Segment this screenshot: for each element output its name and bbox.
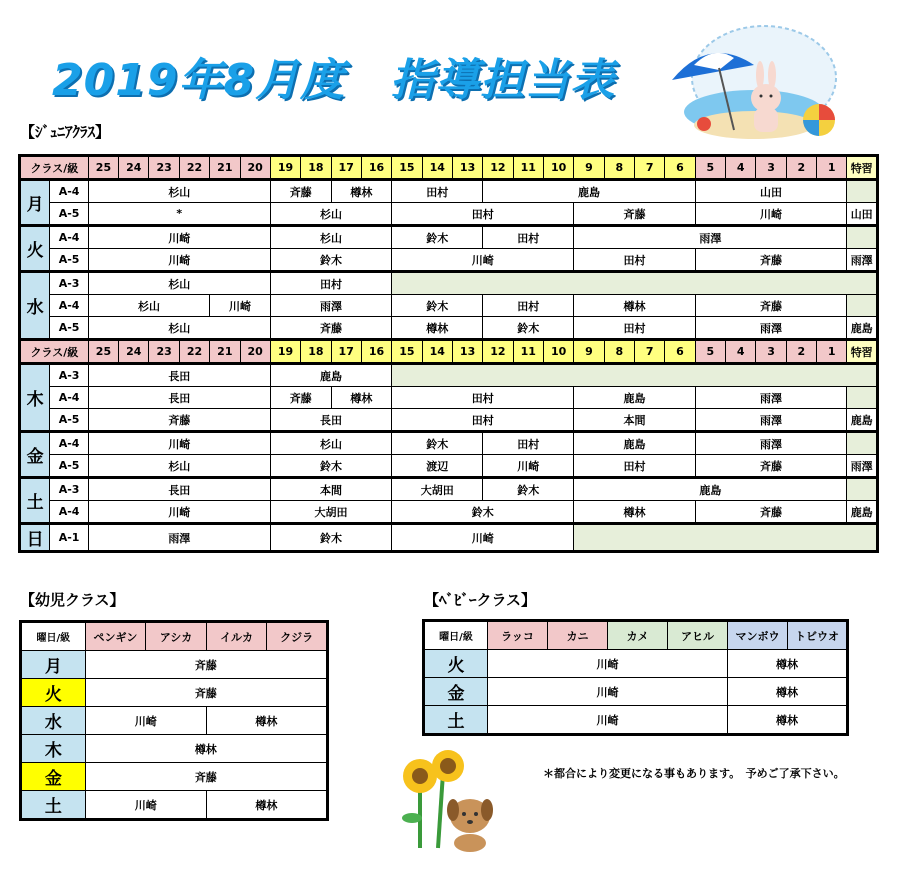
class-cell: A-4 [50, 432, 88, 455]
instructor-cell: 川崎 [695, 203, 847, 226]
level-header: 24 [119, 340, 149, 364]
level-header: 10 [543, 340, 573, 364]
instructor-cell: 樽林 [331, 387, 392, 409]
instructor-cell: 鈴木 [392, 295, 483, 317]
level-header: 4 [726, 156, 756, 180]
instructor-cell: 長田 [88, 387, 270, 409]
instructor-cell: 川崎 [488, 706, 728, 735]
instructor-cell: 長田 [270, 409, 391, 432]
level-header-row [20, 156, 878, 180]
baby-heading: 【ﾍﾞﾋﾞｰクラス】 [424, 591, 537, 609]
level-header: 11 [513, 340, 543, 364]
level-header: 7 [634, 156, 664, 180]
level-header: 8 [604, 340, 634, 364]
table-row [20, 317, 878, 340]
class-header: トビウオ [788, 621, 848, 650]
level-header: 4 [726, 340, 756, 364]
level-header: 6 [665, 156, 695, 180]
day-cell: 木 [20, 364, 50, 432]
instructor-cell: 川崎 [88, 226, 270, 249]
day-cell: 土 [21, 791, 86, 820]
class-cell: A-3 [50, 272, 88, 295]
level-header: 16 [361, 340, 391, 364]
instructor-cell: 大胡田 [270, 501, 391, 524]
level-header: 2 [786, 340, 816, 364]
instructor-cell: 田村 [483, 432, 574, 455]
table-row [21, 735, 328, 763]
instructor-cell: 川崎 [88, 249, 270, 272]
instructor-cell: 樽林 [574, 295, 695, 317]
instructor-cell: 田村 [574, 317, 695, 340]
instructor-cell: 杉山 [270, 203, 391, 226]
level-header: 1 [817, 156, 847, 180]
table-row [424, 650, 848, 678]
instructor-cell: 田村 [483, 226, 574, 249]
table-row [20, 501, 878, 524]
table-row [20, 478, 878, 501]
infant-header-row [21, 622, 328, 651]
level-header: 13 [452, 340, 482, 364]
instructor-cell: 雨澤 [695, 409, 847, 432]
day-cell: 火 [424, 650, 488, 678]
class-header: ペンギン [85, 622, 146, 651]
instructor-cell: 斉藤 [270, 387, 331, 409]
day-cell: 月 [20, 180, 50, 226]
empty-cell [392, 364, 878, 387]
class-header: カメ [608, 621, 668, 650]
instructor-cell: 雨澤 [847, 249, 878, 272]
level-header-row [20, 340, 878, 364]
class-cell: A-4 [50, 226, 88, 249]
instructor-cell: 杉山 [88, 317, 270, 340]
table-row [20, 432, 878, 455]
class-cell: A-5 [50, 455, 88, 478]
class-header: アシカ [146, 622, 207, 651]
instructor-cell: 雨澤 [270, 295, 391, 317]
level-header: 5 [695, 156, 725, 180]
instructor-cell: 田村 [483, 295, 574, 317]
empty-cell [847, 226, 878, 249]
class-cell: A-4 [50, 295, 88, 317]
header-corner: 曜日/級 [21, 622, 86, 651]
level-header: 11 [513, 156, 543, 180]
instructor-cell: 斉藤 [695, 295, 847, 317]
table-row [20, 387, 878, 409]
instructor-cell: 樽林 [728, 650, 848, 678]
instructor-cell: 鈴木 [392, 432, 483, 455]
instructor-cell: 川崎 [88, 432, 270, 455]
empty-cell [847, 478, 878, 501]
table-row [20, 409, 878, 432]
instructor-cell: 渡辺 [392, 455, 483, 478]
instructor-cell: 鈴木 [483, 317, 574, 340]
instructor-cell: 鹿島 [574, 432, 695, 455]
junior-schedule-table [18, 154, 879, 553]
junior-heading: 【ｼﾞｭﾆｱｸﾗｽ】 [20, 123, 111, 141]
level-header: 9 [574, 340, 604, 364]
empty-cell [847, 295, 878, 317]
level-header: 15 [392, 340, 422, 364]
level-header: 18 [301, 340, 331, 364]
level-header: 21 [210, 156, 240, 180]
day-cell: 木 [21, 735, 86, 763]
instructor-cell: 山田 [847, 203, 878, 226]
instructor-cell: 樽林 [728, 678, 848, 706]
class-header: ラッコ [488, 621, 548, 650]
table-row [21, 651, 328, 679]
instructor-cell: 樽林 [392, 317, 483, 340]
level-header: 10 [543, 156, 573, 180]
level-header: 3 [756, 340, 786, 364]
day-cell: 金 [424, 678, 488, 706]
level-header: 22 [179, 340, 209, 364]
instructor-cell: 川崎 [88, 501, 270, 524]
instructor-cell: 田村 [270, 272, 391, 295]
instructor-cell: 鈴木 [270, 249, 391, 272]
level-header: 19 [270, 156, 300, 180]
empty-cell [847, 432, 878, 455]
level-header: 13 [452, 156, 482, 180]
instructor-cell: 鈴木 [483, 478, 574, 501]
table-row [21, 791, 328, 820]
instructor-cell: 杉山 [88, 272, 270, 295]
table-row [20, 455, 878, 478]
table-row [20, 203, 878, 226]
infant-heading: 【幼児クラス】 [20, 591, 125, 609]
level-header: 12 [483, 340, 513, 364]
instructor-cell: 斉藤 [88, 409, 270, 432]
instructor-cell: 鈴木 [270, 524, 391, 552]
class-cell: A-5 [50, 249, 88, 272]
class-cell: A-1 [50, 524, 88, 552]
class-cell: A-5 [50, 409, 88, 432]
instructor-cell: 杉山 [88, 180, 270, 203]
empty-cell [847, 180, 878, 203]
instructor-cell: 川崎 [483, 455, 574, 478]
instructor-cell: 樽林 [206, 791, 327, 820]
instructor-cell: 雨澤 [574, 226, 847, 249]
instructor-cell: 樽林 [85, 735, 327, 763]
instructor-cell: 斉藤 [574, 203, 695, 226]
schedule-note: ＊都合により変更になる事もあります。 予めご了承下さい。 [543, 767, 845, 780]
class-cell: A-3 [50, 478, 88, 501]
instructor-cell: 鹿島 [574, 387, 695, 409]
class-cell: A-3 [50, 364, 88, 387]
level-header: 24 [119, 156, 149, 180]
instructor-cell: 川崎 [85, 707, 206, 735]
level-header: 5 [695, 340, 725, 364]
day-cell: 金 [20, 432, 50, 478]
table-row [20, 180, 878, 203]
instructor-cell: 大胡田 [392, 478, 483, 501]
class-header: アヒル [668, 621, 728, 650]
instructor-cell: 川崎 [488, 678, 728, 706]
instructor-cell: 斉藤 [85, 651, 327, 679]
baby-schedule-table [422, 619, 849, 736]
day-cell: 水 [21, 707, 86, 735]
instructor-cell: 川崎 [392, 524, 574, 552]
instructor-cell: 樽林 [206, 707, 327, 735]
instructor-cell: 川崎 [210, 295, 271, 317]
instructor-cell: 鹿島 [483, 180, 695, 203]
day-cell: 日 [20, 524, 50, 552]
level-header: 17 [331, 156, 361, 180]
instructor-cell: 雨澤 [695, 317, 847, 340]
instructor-cell: 田村 [574, 455, 695, 478]
instructor-cell: 鹿島 [847, 409, 878, 432]
class-cell: A-4 [50, 387, 88, 409]
instructor-cell: 田村 [392, 203, 574, 226]
instructor-cell: 長田 [88, 364, 270, 387]
empty-cell [847, 387, 878, 409]
baby-header-row [424, 621, 848, 650]
level-header: 1 [817, 340, 847, 364]
instructor-cell: 樽林 [331, 180, 392, 203]
instructor-cell: 田村 [392, 409, 574, 432]
instructor-cell: 鈴木 [392, 226, 483, 249]
page-title: 2019年8月度 指導担当表 [52, 55, 616, 106]
instructor-cell: 斉藤 [695, 455, 847, 478]
instructor-cell: 鈴木 [392, 501, 574, 524]
instructor-cell: 鹿島 [847, 501, 878, 524]
instructor-cell: 斉藤 [270, 317, 391, 340]
instructor-cell: 杉山 [270, 226, 391, 249]
level-header: 14 [422, 156, 452, 180]
header-corner: クラス/級 [20, 340, 89, 364]
level-header: 17 [331, 340, 361, 364]
level-header: 特習 [847, 156, 878, 180]
instructor-cell: 本間 [270, 478, 391, 501]
level-header: 9 [574, 156, 604, 180]
level-header: 20 [240, 340, 270, 364]
level-header: 21 [210, 340, 240, 364]
level-header: 18 [301, 156, 331, 180]
class-cell: A-5 [50, 203, 88, 226]
table-row [20, 249, 878, 272]
empty-cell [392, 272, 878, 295]
instructor-cell: 雨澤 [88, 524, 270, 552]
beach-illustration [664, 20, 844, 145]
level-header: 25 [88, 340, 118, 364]
instructor-cell: 樽林 [574, 501, 695, 524]
instructor-cell: 鹿島 [270, 364, 391, 387]
instructor-cell: 斉藤 [85, 763, 327, 791]
day-cell: 水 [20, 272, 50, 340]
level-header: 25 [88, 156, 118, 180]
instructor-cell: 雨澤 [695, 387, 847, 409]
infant-schedule-table [19, 620, 329, 821]
level-header: 特習 [847, 340, 878, 364]
class-cell: A-4 [50, 180, 88, 203]
day-cell: 火 [21, 679, 86, 707]
class-cell: A-4 [50, 501, 88, 524]
instructor-cell: * [88, 203, 270, 226]
table-row [20, 364, 878, 387]
instructor-cell: 田村 [392, 180, 483, 203]
class-header: マンボウ [728, 621, 788, 650]
day-cell: 月 [21, 651, 86, 679]
level-header: 22 [179, 156, 209, 180]
level-header: 20 [240, 156, 270, 180]
header-corner: 曜日/級 [424, 621, 488, 650]
day-cell: 土 [20, 478, 50, 524]
class-header: クジラ [267, 622, 328, 651]
table-row [424, 706, 848, 735]
instructor-cell: 樽林 [728, 706, 848, 735]
level-header: 12 [483, 156, 513, 180]
level-header: 16 [361, 156, 391, 180]
empty-cell [574, 524, 878, 552]
level-header: 2 [786, 156, 816, 180]
instructor-cell: 川崎 [85, 791, 206, 820]
instructor-cell: 山田 [695, 180, 847, 203]
level-header: 23 [149, 156, 179, 180]
table-row [20, 226, 878, 249]
table-row [21, 707, 328, 735]
instructor-cell: 杉山 [270, 432, 391, 455]
instructor-cell: 斉藤 [695, 249, 847, 272]
level-header: 8 [604, 156, 634, 180]
instructor-cell: 田村 [574, 249, 695, 272]
level-header: 19 [270, 340, 300, 364]
instructor-cell: 川崎 [488, 650, 728, 678]
day-cell: 金 [21, 763, 86, 791]
day-cell: 火 [20, 226, 50, 272]
instructor-cell: 鹿島 [847, 317, 878, 340]
instructor-cell: 本間 [574, 409, 695, 432]
instructor-cell: 長田 [88, 478, 270, 501]
instructor-cell: 田村 [392, 387, 574, 409]
instructor-cell: 斉藤 [270, 180, 331, 203]
level-header: 14 [422, 340, 452, 364]
instructor-cell: 斉藤 [85, 679, 327, 707]
instructor-cell: 杉山 [88, 295, 209, 317]
class-header: イルカ [206, 622, 267, 651]
level-header: 3 [756, 156, 786, 180]
day-cell: 土 [424, 706, 488, 735]
instructor-cell: 川崎 [392, 249, 574, 272]
table-row [21, 679, 328, 707]
instructor-cell: 鹿島 [574, 478, 847, 501]
instructor-cell: 雨澤 [695, 432, 847, 455]
sunflower-illustration [398, 748, 518, 853]
level-header: 23 [149, 340, 179, 364]
instructor-cell: 斉藤 [695, 501, 847, 524]
table-row [20, 524, 878, 552]
table-row [21, 763, 328, 791]
level-header: 15 [392, 156, 422, 180]
class-cell: A-5 [50, 317, 88, 340]
table-row [20, 272, 878, 295]
level-header: 7 [634, 340, 664, 364]
header-corner: クラス/級 [20, 156, 89, 180]
instructor-cell: 杉山 [88, 455, 270, 478]
table-row [424, 678, 848, 706]
instructor-cell: 鈴木 [270, 455, 391, 478]
level-header: 6 [665, 340, 695, 364]
class-header: カニ [548, 621, 608, 650]
table-row [20, 295, 878, 317]
instructor-cell: 雨澤 [847, 455, 878, 478]
